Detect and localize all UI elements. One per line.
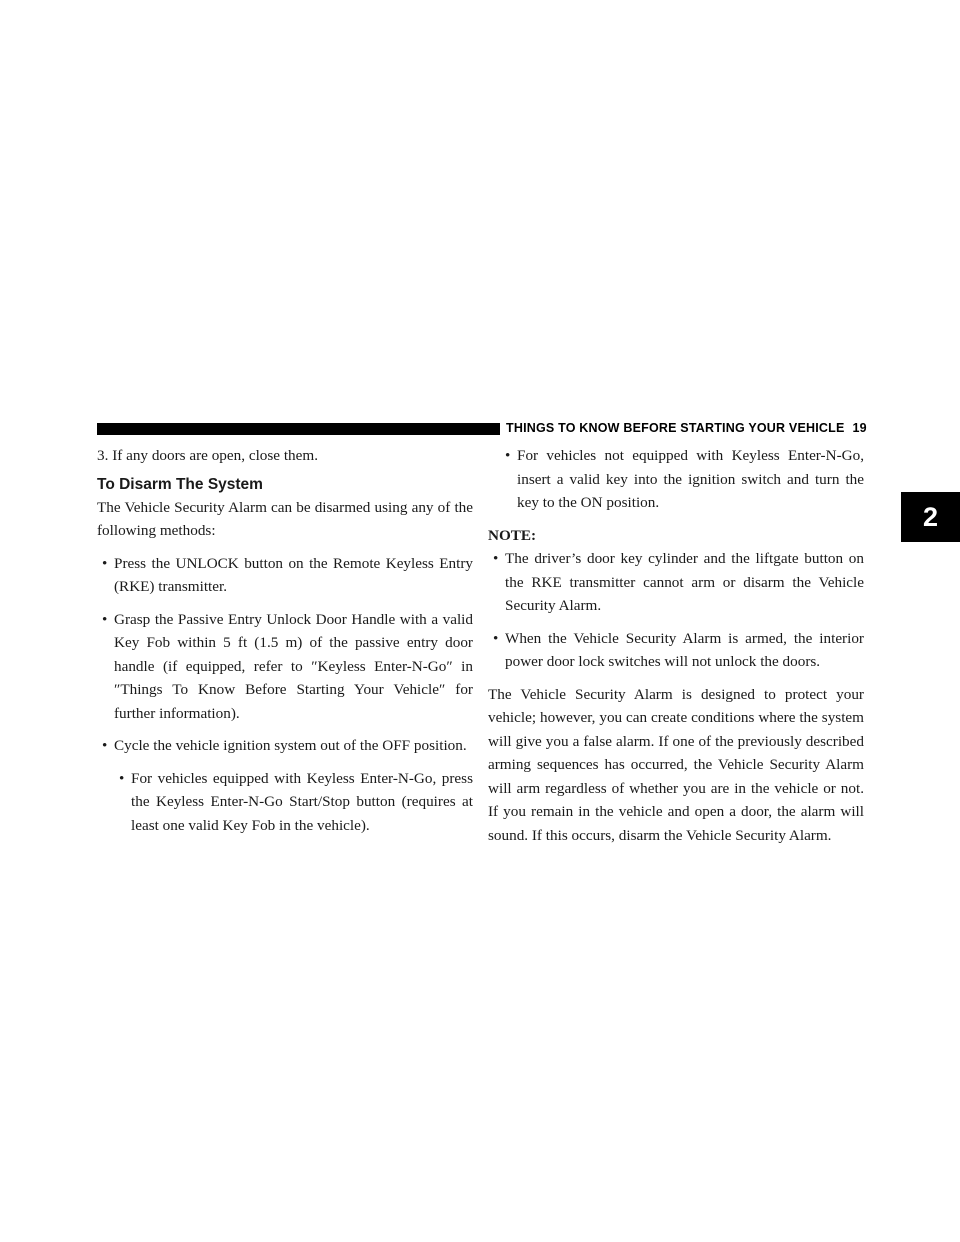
intro-paragraph: The Vehicle Security Alarm can be disarmed using any of the following methods: <box>97 498 473 539</box>
bullet-unlock-button: • Press the UNLOCK button on the Remote Keyless Entry (RKE) transmitter. <box>97 552 473 599</box>
running-header <box>500 416 873 440</box>
sub-bullet-not-equipped: • For vehicles not equipped with Keyless Enter-N-Go, insert a valid key into the ignition switch and turn the key to the ON position. <box>500 444 864 515</box>
step-3: 3. If any doors are open, close them. <box>97 447 318 464</box>
section-title: THINGS TO KNOW BEFORE STARTING YOUR VEHICLE <box>506 421 845 435</box>
page-number: 19 <box>852 421 867 435</box>
bullet-cycle-ignition: • Cycle the vehicle ignition system out of the OFF position. <box>97 734 473 758</box>
note-bullet-door-switches: • When the Vehicle Security Alarm is armed, the interior power door lock switches will not unlock the doors. <box>488 627 864 674</box>
note-label: NOTE: <box>488 526 537 544</box>
chapter-tab: 2 <box>901 492 960 542</box>
closing-paragraph: The Vehicle Security Alarm is designed to protect your vehicle; however, you can create conditions where the system will give you a false alarm. If one of the previously described arming sequences has occurred, the Vehicle Security Alarm will arm regardless of whether you are in the vehicle or not. If you remain in the vehicle and open a door, the alarm will sound. If this occurs, disarm the Vehicle Security Alarm. <box>488 685 864 844</box>
section-heading: To Disarm The System <box>97 475 263 493</box>
left-column <box>97 444 473 837</box>
right-column <box>488 444 864 847</box>
note-bullet-key-cylinder: • The driver’s door key cylinder and the liftgate button on the RKE transmitter cannot arm or disarm the Vehicle Security Alarm. <box>488 547 864 618</box>
sub-bullet-keyless-equipped: • For vehicles equipped with Keyless Enter-N-Go, press the Keyless Enter-N-Go Start/Stop button (requires at least one valid Key Fob in the vehicle). <box>114 767 473 838</box>
bullet-passive-entry: • Grasp the Passive Entry Unlock Door Handle with a valid Key Fob within 5 ft (1.5 m) of the passive entry door handle (if equipped, refer to ″Keyless Enter-N-Go″ in ″Things To Know Before Starting Your Vehicle″ for further information). <box>97 608 473 726</box>
